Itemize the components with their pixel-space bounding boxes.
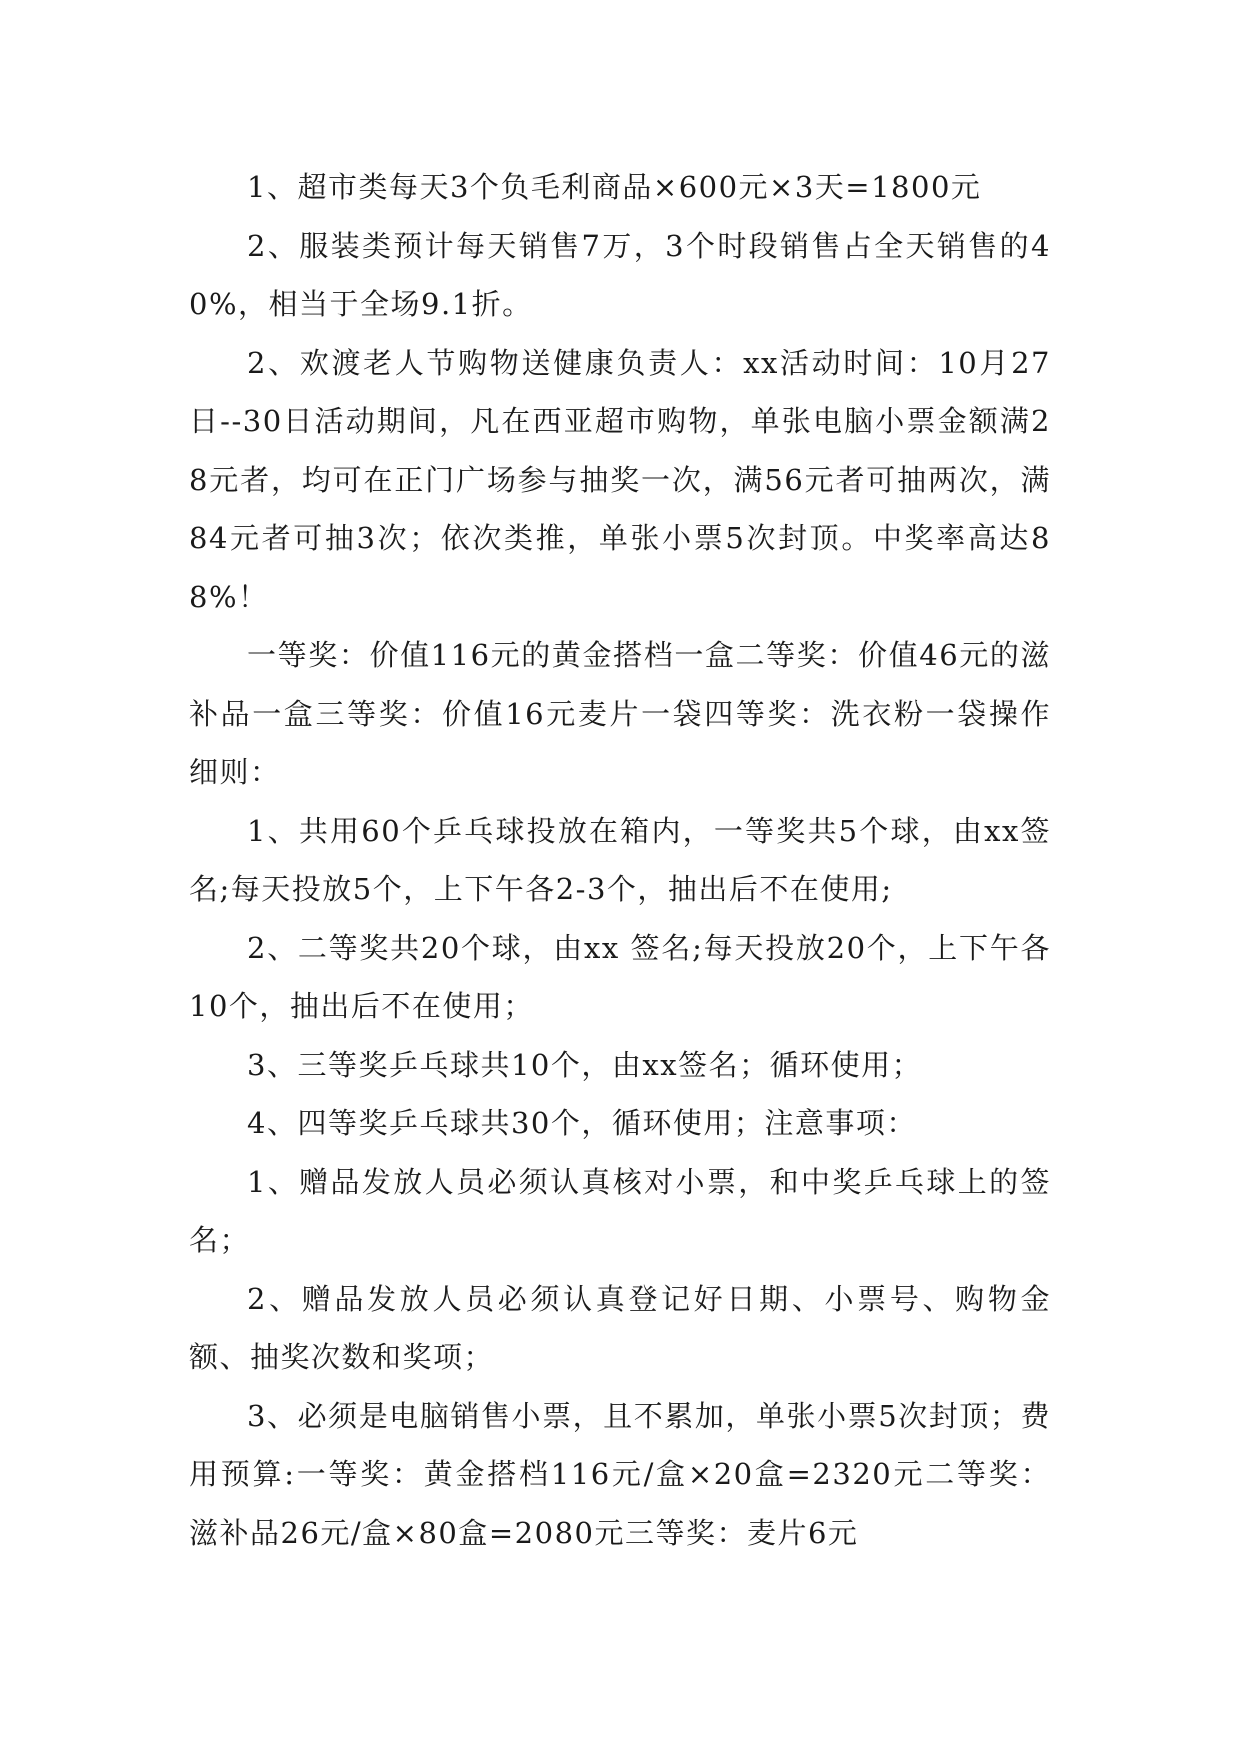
paragraph-note-check-ticket: 1、赠品发放人员必须认真核对小票，和中奖乒乓球上的签名；	[189, 1164, 1051, 1257]
paragraph-prize-list: 一等奖：价值116元的黄金搭档一盒二等奖：价值46元的滋补品一盒三等奖：价值16元麦片一袋四等奖：洗衣粉一袋操作细则：	[189, 638, 1051, 789]
paragraph-elderly-day-lottery: 2、欢渡老人节购物送健康负责人：xx活动时间：10月27日--30日活动期间，凡在西亚超市购物，单张电脑小票金额满28元者，均可在正门广场参与抽奖一次，满56元者可抽两次，满84元者可抽3次；依次类推，单张小票5次封顶。中奖率高达88%！	[189, 345, 1051, 614]
paragraph-note-register: 2、赠品发放人员必须认真登记好日期、小票号、购物金额、抽奖次数和奖项；	[189, 1281, 1051, 1374]
paragraph-rule-fourth-prize: 4、四等奖乒乓球共30个，循环使用；注意事项：	[247, 1106, 917, 1140]
paragraph-supermarket-cost: 1、超市类每天3个负毛利商品×600元×3天=1800元	[247, 170, 982, 204]
document-body	[189, 158, 1051, 1562]
paragraph-rule-second-prize: 2、二等奖共20个球，由xx 签名;每天投放20个，上下午各10个，抽出后不在使用；	[189, 930, 1051, 1023]
paragraph-clothing-sales: 2、服装类预计每天销售7万，3个时段销售占全天销售的40%，相当于全场9.1折。	[189, 228, 1051, 321]
paragraph-rule-third-prize: 3、三等奖乒乓球共10个，由xx签名；循环使用；	[247, 1047, 923, 1082]
paragraph-note-budget: 3、必须是电脑销售小票，且不累加，单张小票5次封顶；费用预算:一等奖：黄金搭档116元/盒×20盒=2320元二等奖：滋补品26元/盒×80盒=2080元三等奖：麦片6元	[189, 1398, 1051, 1550]
paragraph-rule-first-prize: 1、共用60个乒乓球投放在箱内，一等奖共5个球，由xx签名;每天投放5个，上下午各2-3个，抽出后不在使用;	[189, 813, 1051, 906]
